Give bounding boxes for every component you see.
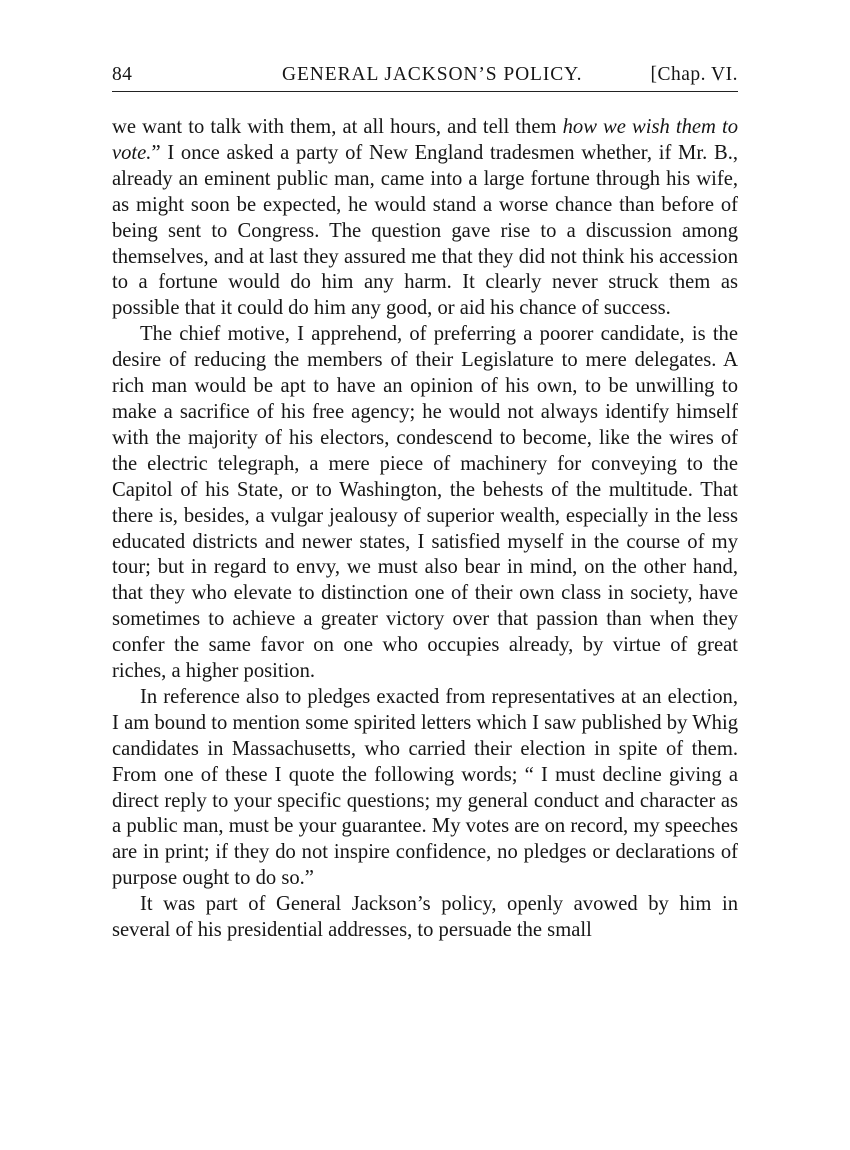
book-page (112, 62, 738, 92)
running-title: GENERAL JACKSON’S POLICY. (282, 64, 583, 85)
page-number: 84 (112, 64, 133, 85)
paragraph-1-before: we want to talk with them, at all hours, and tell them (112, 116, 563, 138)
paragraph-1-after: ” I once asked a party of New England tradesmen whether, if Mr. B., already an eminent public man, came into a large fortune through his wife, as might soon be expected, he would stand a worse chance than before of being sent to Congress. The question gave rise to a discussion among themselves, and at last they assured me that they did not think his accession to a fortune would do him any harm. It clearly never struck them as possible that it could do him any good, or aid his chance of success. (112, 141, 738, 320)
chapter-label: [Chap. VI. (650, 64, 738, 85)
body-text (112, 115, 738, 944)
paragraph-continued (112, 115, 738, 322)
paragraph-4: It was part of General Jackson’s policy, openly avowed by him in several of his presidential addresses, to persuade the small (112, 893, 738, 942)
paragraph-2: The chief motive, I apprehend, of preferring a poorer candidate, is the desire of reducing the members of their Legislature to mere delegates. A rich man would be apt to have an opinion of his own, to be unwilling to make a sacrifice of his free agency; he would not always identify himself with the majority of his electors, condescend to become, like the wires of the electric telegraph, a mere piece of machinery for conveying to the Capitol of his State, or to Washington, the behests of the multitude. That there is, besides, a vulgar jealousy of superior wealth, especially in the less educated districts and newer states, I satisfied myself in the course of my tour; but in regard to envy, we must also bear in mind, on the other hand, that they who elevate to distinction one of their own class in society, have sometimes to achieve a greater victory over that passion than when they confer the same favor on one who occupies already, by virtue of great riches, a higher position. (112, 323, 738, 683)
paragraph-3: In reference also to pledges exacted from representatives at an election, I am bound to mention some spirited letters which I saw published by Whig candidates in Massachusetts, who carried their election in spite of them. From one of these I quote the following words; “ I must decline giving a direct reply to your specific questions; my general conduct and character as a public man, must be your guarantee. My votes are on record, my speeches are in print; if they do not inspire confidence, no pledges or declarations of purpose ought to do so.” (112, 685, 738, 890)
header-rule (112, 91, 738, 92)
running-head (112, 62, 738, 92)
paragraph-1-emphasis: how we wish them to vote. (112, 116, 738, 164)
